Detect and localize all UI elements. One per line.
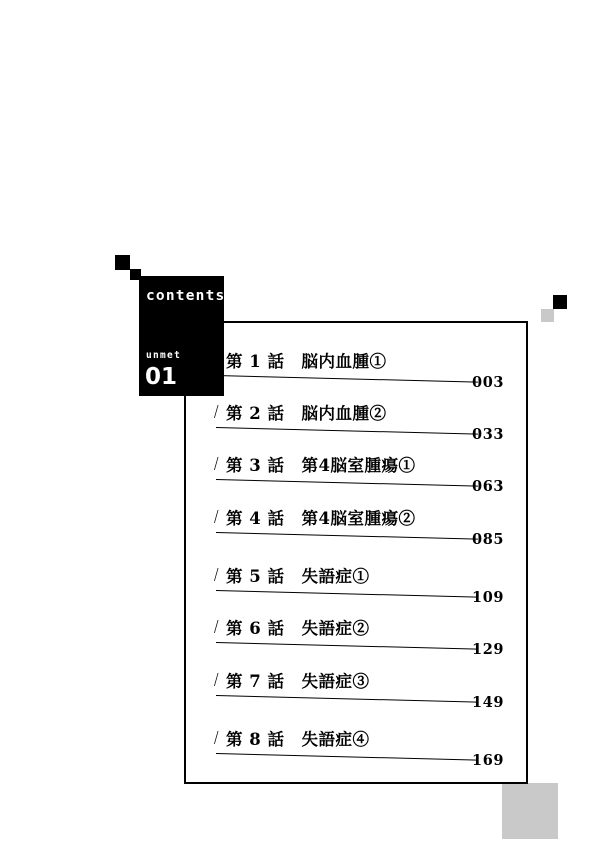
toc-leader-rule bbox=[216, 590, 478, 598]
toc-leader-rule bbox=[216, 532, 478, 540]
toc-entry-title: 第 5 話 失語症① bbox=[226, 567, 370, 586]
slash-icon: / bbox=[214, 506, 219, 528]
slash-icon: / bbox=[214, 349, 219, 371]
toc-entry[interactable] bbox=[214, 563, 504, 609]
slash-icon: / bbox=[214, 401, 219, 423]
toc-entry[interactable] bbox=[214, 726, 504, 772]
toc-entry[interactable] bbox=[214, 452, 504, 498]
toc-leader-rule bbox=[216, 642, 478, 650]
toc-page-number: 169 bbox=[472, 752, 505, 769]
toc-leader-rule bbox=[216, 375, 478, 383]
toc-leader-rule bbox=[216, 427, 478, 435]
volume-number-label: 01 bbox=[145, 364, 178, 390]
toc-entry-title: 第 2 話 脳内血腫② bbox=[226, 404, 387, 423]
slash-icon: / bbox=[214, 453, 219, 475]
toc-page-number: 033 bbox=[472, 426, 505, 443]
toc-entry[interactable] bbox=[214, 505, 504, 551]
toc-page-number: 063 bbox=[472, 478, 505, 495]
gray-square-right bbox=[541, 309, 554, 322]
gray-square-bottom bbox=[502, 783, 558, 839]
toc-entry[interactable] bbox=[214, 668, 504, 714]
series-title-label: unmet bbox=[146, 350, 182, 361]
toc-leader-rule bbox=[216, 479, 478, 487]
toc-page-number: 003 bbox=[472, 374, 505, 391]
toc-entry-title: 第 3 話 第4脳室腫瘍① bbox=[226, 456, 416, 475]
toc-entry-title: 第 7 話 失語症③ bbox=[226, 672, 370, 691]
black-square-top-left bbox=[115, 255, 130, 270]
toc-entry[interactable] bbox=[214, 400, 504, 446]
toc-page-number: 149 bbox=[472, 694, 505, 711]
toc-entry-title: 第 6 話 失語症② bbox=[226, 619, 370, 638]
toc-entry-title: 第 4 話 第4脳室腫瘍② bbox=[226, 509, 416, 528]
toc-leader-rule bbox=[216, 753, 478, 761]
toc-entry-title: 第 8 話 失語症④ bbox=[226, 730, 370, 749]
slash-icon: / bbox=[214, 669, 219, 691]
toc-entry[interactable] bbox=[214, 615, 504, 661]
toc-page-number: 129 bbox=[472, 641, 505, 658]
toc-leader-rule bbox=[216, 695, 478, 703]
slash-icon: / bbox=[214, 616, 219, 638]
slash-icon: / bbox=[214, 564, 219, 586]
toc-page-number: 109 bbox=[472, 589, 505, 606]
toc-entry-title: 第 1 話 脳内血腫① bbox=[226, 352, 387, 371]
slash-icon: / bbox=[214, 727, 219, 749]
toc-page-number: 085 bbox=[472, 531, 505, 548]
toc-entry[interactable] bbox=[214, 348, 504, 394]
black-square-right bbox=[553, 295, 567, 309]
contents-heading: contents bbox=[146, 288, 226, 304]
